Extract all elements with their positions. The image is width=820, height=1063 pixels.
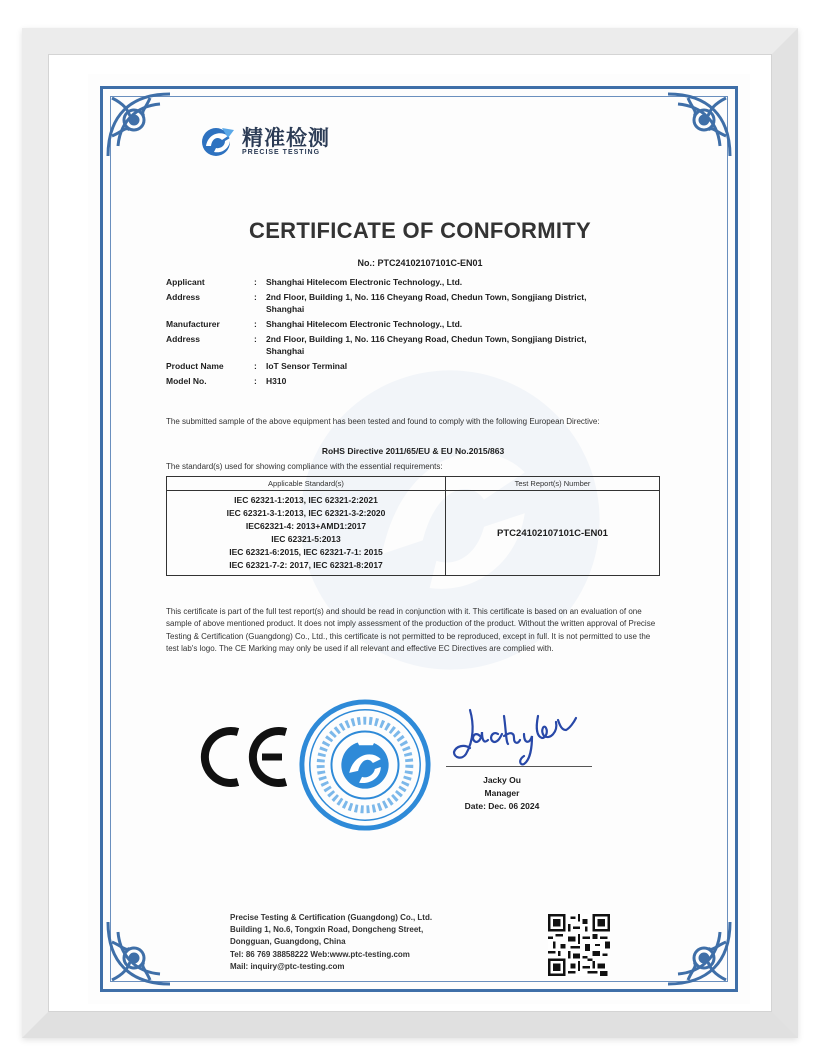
field-row-manufacturer-address	[166, 333, 666, 357]
field-colon: :	[254, 376, 257, 386]
certification-seal-icon	[296, 696, 434, 834]
field-label: Address	[166, 292, 201, 302]
issuer-footer	[230, 912, 530, 973]
certificate-number: No.: PTC24102107101C-EN01	[357, 258, 483, 268]
field-label: Product Name	[166, 361, 224, 371]
field-value: 2nd Floor, Building 1, No. 116 Cheyang Road, Chedun Town, Songjiang District, Shanghai	[266, 292, 587, 314]
signer-block	[440, 774, 564, 813]
footer-tel-web: Tel: 86 769 38858222 Web:www.ptc-testing.com	[230, 949, 410, 959]
corner-ornament-icon	[646, 86, 738, 178]
col-header-standards: Applicable Standard(s)	[167, 477, 446, 491]
corner-ornament-icon	[100, 900, 192, 992]
precise-testing-logo-icon	[198, 124, 236, 158]
footer-address-line1: Building 1, No.6, Tongxin Road, Dongcheng Street,	[230, 925, 424, 935]
company-logo	[198, 124, 330, 158]
table-row	[167, 491, 660, 576]
signer-title: Manager	[484, 788, 520, 798]
certificate-title: CERTIFICATE OF CONFORMITY	[249, 218, 591, 243]
corner-ornament-icon	[646, 900, 738, 992]
report-number-cell: PTC24102107101C-EN01	[446, 491, 660, 576]
footer-company: Precise Testing & Certification (Guangdong) Co., Ltd.	[230, 913, 433, 922]
field-row-model-no	[166, 375, 666, 387]
field-row-applicant	[166, 276, 666, 288]
field-colon: :	[254, 334, 257, 344]
field-label: Address	[166, 334, 201, 344]
field-value: H310	[266, 376, 287, 386]
standards-intro-text: The standard(s) used for showing compliance with the essential requirements:	[166, 462, 443, 471]
standard-line: IEC 62321-1:2013, IEC 62321-2:2021	[234, 495, 378, 505]
field-colon: :	[254, 277, 257, 287]
standard-line: IEC 62321-3-1:2013, IEC 62321-3-2:2020	[226, 508, 386, 518]
standard-line: IEC62321-4: 2013+AMD1:2017	[245, 521, 367, 531]
directive-name: RoHS Directive 2011/65/EU & EU No.2015/863	[321, 446, 505, 456]
corner-ornament-icon	[100, 86, 192, 178]
field-row-manufacturer	[166, 318, 666, 330]
field-label: Manufacturer	[166, 319, 220, 329]
table-header-row	[167, 477, 660, 491]
field-value: 2nd Floor, Building 1, No. 116 Cheyang Road, Chedun Town, Songjiang District, Shanghai	[266, 334, 587, 356]
handwritten-signature-icon	[440, 696, 600, 772]
field-colon: :	[254, 292, 257, 302]
logo-english-name: PRECISE TESTING	[242, 148, 321, 156]
footer-mail: Mail: inquiry@ptc-testing.com	[230, 961, 345, 971]
standards-cell	[167, 491, 446, 576]
ce-mark-icon	[200, 722, 292, 792]
footer-address-line2: Dongguan, Guangdong, China	[230, 937, 346, 947]
disclaimer-text: This certificate is part of the full test report(s) and should be read in conjunction with it. This certificate is based on an evaluation of one sample of above mentioned product. It does not imply assessment of the production of the product. Without the written approval of Precise Testing & Certification (Guangdong) Co., Ltd., this certificate is not permitted to be reproduced, except in full. It is not permitted to use the test lab's logo. The CE Marking may only be used if all relevant and effective EC Directives are complied with.	[166, 607, 656, 654]
field-value: Shanghai Hitelecom Electronic Technology., Ltd.	[266, 319, 463, 329]
standard-line: IEC 62321-7-2: 2017, IEC 62321-8:2017	[229, 560, 383, 570]
qr-code-icon[interactable]	[548, 914, 610, 976]
field-colon: :	[254, 361, 257, 371]
field-label: Applicant	[166, 277, 205, 287]
logo-chinese-name: 精准检测	[242, 125, 330, 150]
signer-name: Jacky Ou	[483, 775, 521, 785]
field-value: Shanghai Hitelecom Electronic Technology., Ltd.	[266, 277, 463, 287]
field-label: Model No.	[166, 376, 207, 386]
standards-table	[166, 476, 660, 576]
field-value: IoT Sensor Terminal	[266, 361, 348, 371]
standard-line: IEC 62321-5:2013	[271, 534, 341, 544]
certificate-fields	[166, 276, 666, 390]
compliance-intro-text: The submitted sample of the above equipment has been tested and found to comply with the following European Directive:	[166, 417, 600, 426]
field-colon: :	[254, 319, 257, 329]
field-row-applicant-address	[166, 291, 666, 315]
signature-line	[446, 766, 592, 767]
standard-line: IEC 62321-6:2015, IEC 62321-7-1: 2015	[229, 547, 383, 557]
col-header-report-number: Test Report(s) Number	[446, 477, 660, 491]
field-row-product-name	[166, 360, 666, 372]
signer-date: Date: Dec. 06 2024	[464, 801, 540, 811]
